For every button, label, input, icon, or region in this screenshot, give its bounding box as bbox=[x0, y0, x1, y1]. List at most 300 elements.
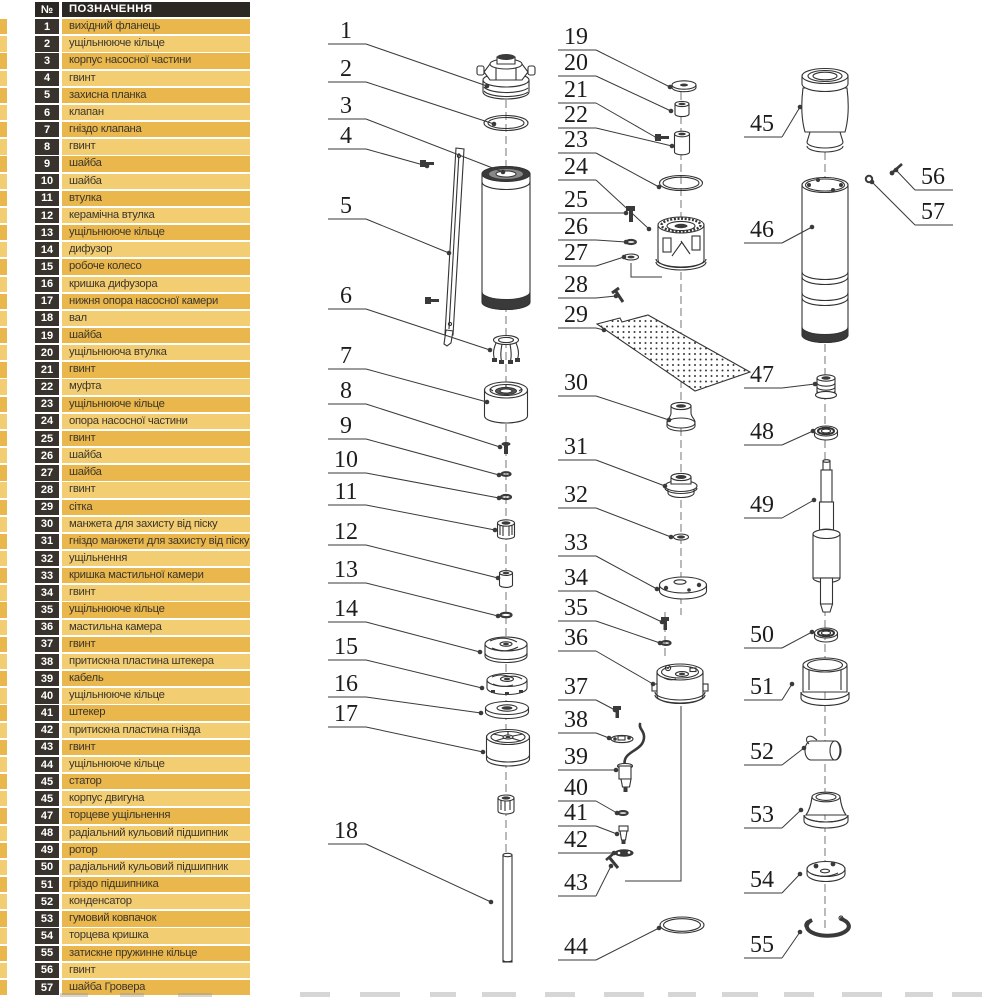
row-label: притискна пластина штекера bbox=[62, 654, 250, 669]
row-number: 42 bbox=[35, 723, 59, 738]
callout-leader-line bbox=[596, 257, 624, 266]
col-number-header: № bbox=[35, 2, 59, 17]
callout-endpoint-dot bbox=[813, 382, 818, 387]
row-number: 40 bbox=[35, 688, 59, 703]
row-number: 47 bbox=[35, 808, 59, 823]
part-1-outlet-flange bbox=[477, 54, 535, 99]
row-number: 56 bbox=[35, 963, 59, 978]
row-label: гумовий ковпачок bbox=[62, 911, 250, 926]
row-label: муфта bbox=[62, 379, 250, 394]
callout-leader-line bbox=[596, 621, 660, 643]
row-number: 31 bbox=[35, 534, 59, 549]
row-number: 17 bbox=[35, 294, 59, 309]
callout-endpoint-dot bbox=[798, 930, 803, 935]
callout-leader-line bbox=[596, 700, 615, 710]
row-label: кришка мастильної камери bbox=[62, 568, 250, 583]
callout-endpoint-dot bbox=[658, 641, 663, 646]
callout-number-8: 8 bbox=[340, 378, 352, 404]
callout-number-29: 29 bbox=[564, 302, 588, 328]
callout-number-3: 3 bbox=[340, 93, 352, 119]
row-number: 55 bbox=[35, 946, 59, 961]
row-label: вал bbox=[62, 311, 250, 326]
callout-endpoint-dot bbox=[614, 768, 619, 773]
callout-leader-line bbox=[366, 119, 503, 172]
callout-leader-line bbox=[782, 874, 800, 893]
callout-endpoint-dot bbox=[481, 750, 486, 755]
row-number: 16 bbox=[35, 277, 59, 292]
row-number: 50 bbox=[35, 860, 59, 875]
part-14-diffuser bbox=[485, 637, 527, 663]
row-number: 24 bbox=[35, 414, 59, 429]
callout-endpoint-dot bbox=[485, 400, 490, 405]
callout-number-40: 40 bbox=[564, 775, 588, 801]
row-label: ущільнення bbox=[62, 551, 250, 566]
callout-number-38: 38 bbox=[564, 707, 588, 733]
callout-number-31: 31 bbox=[564, 434, 588, 460]
part-8-screw bbox=[502, 442, 511, 454]
callout-leader-line bbox=[366, 44, 487, 86]
callout-endpoint-dot bbox=[790, 682, 795, 687]
part-53-rubber-cap bbox=[804, 792, 848, 828]
callout-number-16: 16 bbox=[334, 671, 358, 697]
row-label: ущільнююче кільце bbox=[62, 602, 250, 617]
row-number: 35 bbox=[35, 602, 59, 617]
row-label: гвинт bbox=[62, 362, 250, 377]
callout-leader-line bbox=[782, 500, 814, 518]
row-number: 12 bbox=[35, 208, 59, 223]
row-label: гвинт bbox=[62, 482, 250, 497]
callout-endpoint-dot bbox=[489, 900, 494, 905]
row-label: гніздо манжети для захисту від піску bbox=[62, 534, 250, 549]
row-number: 29 bbox=[35, 500, 59, 515]
row-number: 18 bbox=[35, 311, 59, 326]
callout-number-6: 6 bbox=[340, 283, 352, 309]
row-label: гвинт bbox=[62, 71, 250, 86]
callout-number-25: 25 bbox=[564, 187, 588, 213]
row-number: 3 bbox=[35, 53, 59, 68]
callout-leader-line bbox=[782, 107, 800, 137]
callout-endpoint-dot bbox=[798, 105, 803, 110]
part-13-o-ring bbox=[501, 613, 512, 617]
part-31-sand-guard-seat bbox=[665, 473, 697, 497]
callout-endpoint-dot bbox=[497, 473, 502, 478]
callout-leader-line bbox=[366, 727, 483, 752]
callout-number-51: 51 bbox=[750, 674, 774, 700]
part-48-ball-bearing bbox=[815, 426, 838, 440]
callout-number-27: 27 bbox=[564, 240, 588, 266]
callout-leader-line bbox=[782, 684, 792, 700]
row-label: конденсатор bbox=[62, 894, 250, 909]
callout-number-2: 2 bbox=[340, 56, 352, 82]
part-29-strainer-mesh bbox=[597, 315, 750, 391]
row-number: 45 bbox=[35, 774, 59, 789]
row-number: 48 bbox=[35, 826, 59, 841]
callout-number-50: 50 bbox=[750, 622, 774, 648]
callout-endpoint-dot bbox=[607, 736, 612, 741]
cropped-bottom-edge bbox=[60, 992, 982, 997]
callout-endpoint-dot bbox=[798, 872, 803, 877]
part-11-bushing bbox=[498, 520, 515, 539]
callout-number-7: 7 bbox=[340, 343, 352, 369]
part-36-oil-chamber bbox=[625, 664, 708, 881]
callout-leader-line bbox=[782, 748, 804, 765]
callout-number-44: 44 bbox=[564, 934, 588, 960]
row-number: 34 bbox=[35, 585, 59, 600]
callout-endpoint-dot bbox=[615, 811, 620, 816]
callout-leader-line bbox=[366, 660, 482, 688]
row-number: 51 bbox=[35, 877, 59, 892]
callout-layer bbox=[328, 18, 953, 960]
row-label: гвинт bbox=[62, 585, 250, 600]
row-number: 5 bbox=[35, 88, 59, 103]
row-label: гвинт bbox=[62, 637, 250, 652]
row-label: нижня опора насосної камери bbox=[62, 294, 250, 309]
callout-leader-line bbox=[596, 591, 662, 622]
part-15-impeller bbox=[487, 674, 527, 696]
callout-leader-line bbox=[596, 153, 659, 187]
part-40-o-ring bbox=[618, 811, 627, 815]
callout-leader-line bbox=[366, 439, 499, 475]
callout-number-4: 4 bbox=[340, 123, 352, 149]
callout-leader-line bbox=[366, 82, 494, 124]
callout-number-22: 22 bbox=[564, 102, 588, 128]
callout-endpoint-dot bbox=[669, 535, 674, 540]
row-label: штекер bbox=[62, 705, 250, 720]
callout-leader-line bbox=[366, 545, 498, 578]
callout-endpoint-dot bbox=[479, 711, 484, 716]
callout-leader-line bbox=[366, 697, 481, 713]
row-label: манжета для захисту від піску bbox=[62, 517, 250, 532]
callout-leader-line bbox=[782, 384, 815, 388]
row-number: 45 bbox=[35, 791, 59, 806]
row-label: вихідний фланець bbox=[62, 19, 250, 34]
callout-endpoint-dot bbox=[663, 484, 668, 489]
row-number: 37 bbox=[35, 637, 59, 652]
callout-leader-line bbox=[596, 460, 665, 486]
row-label: керамічна втулка bbox=[62, 208, 250, 223]
row-number: 15 bbox=[35, 259, 59, 274]
part-45-stator bbox=[802, 69, 849, 153]
callout-endpoint-dot bbox=[492, 122, 497, 127]
callout-number-18: 18 bbox=[334, 818, 358, 844]
row-label: шайба bbox=[62, 156, 250, 171]
callout-leader-line bbox=[782, 431, 813, 445]
callout-leader-line bbox=[596, 76, 671, 111]
part-49-rotor bbox=[813, 460, 840, 612]
callout-number-13: 13 bbox=[334, 557, 358, 583]
callout-endpoint-dot bbox=[614, 294, 619, 299]
row-label: корпус насосної частини bbox=[62, 53, 250, 68]
callout-number-43: 43 bbox=[564, 870, 588, 896]
callout-leader-line bbox=[366, 505, 495, 530]
row-number: 53 bbox=[35, 911, 59, 926]
row-label: торцева кришка bbox=[62, 928, 250, 943]
callout-endpoint-dot bbox=[894, 168, 899, 173]
part-19-washer bbox=[672, 81, 696, 92]
row-number: 27 bbox=[35, 465, 59, 480]
part-27-washer bbox=[624, 254, 663, 277]
row-label: притискна пластина гнізда bbox=[62, 723, 250, 738]
callout-endpoint-dot bbox=[655, 136, 660, 141]
row-label: шайба bbox=[62, 174, 250, 189]
part-20-seal-bushing bbox=[675, 101, 689, 116]
row-label: ущільнююче кільце bbox=[62, 36, 250, 51]
row-number: 4 bbox=[35, 71, 59, 86]
row-number: 8 bbox=[35, 139, 59, 154]
callout-endpoint-dot bbox=[667, 418, 672, 423]
row-number: 2 bbox=[35, 36, 59, 51]
part-47-mechanical-seal bbox=[816, 375, 837, 399]
callout-leader-line bbox=[366, 309, 490, 350]
callout-number-26: 26 bbox=[564, 214, 588, 240]
callout-number-37: 37 bbox=[564, 674, 588, 700]
part-3-pump-body bbox=[482, 167, 530, 310]
callout-number-57: 57 bbox=[921, 199, 945, 225]
part-30-sand-guard-sleeve bbox=[667, 402, 695, 431]
row-label: торцеве ущільнення bbox=[62, 808, 250, 823]
callout-number-49: 49 bbox=[750, 492, 774, 518]
part-46-motor-body bbox=[802, 178, 848, 343]
callout-endpoint-dot bbox=[615, 832, 620, 837]
part-42-socket-plate bbox=[615, 850, 633, 856]
row-label: гніздо клапана bbox=[62, 122, 250, 137]
row-number: 6 bbox=[35, 105, 59, 120]
callout-number-54: 54 bbox=[750, 867, 774, 893]
callout-number-32: 32 bbox=[564, 482, 588, 508]
row-number: 52 bbox=[35, 894, 59, 909]
callout-number-19: 19 bbox=[564, 24, 588, 50]
row-number: 54 bbox=[35, 928, 59, 943]
row-number: 32 bbox=[35, 551, 59, 566]
callout-endpoint-dot bbox=[660, 620, 665, 625]
callout-number-23: 23 bbox=[564, 127, 588, 153]
row-label: ущільнююче кільце bbox=[62, 757, 250, 772]
callout-endpoint-dot bbox=[669, 109, 674, 114]
part-44-o-ring bbox=[660, 917, 704, 933]
row-label: ущільнююча втулка bbox=[62, 345, 250, 360]
row-number: 19 bbox=[35, 328, 59, 343]
callout-leader-line bbox=[596, 651, 653, 684]
callout-endpoint-dot bbox=[651, 682, 656, 687]
callout-endpoint-dot bbox=[613, 708, 618, 713]
row-label: кришка дифузора bbox=[62, 277, 250, 292]
callout-leader-line bbox=[596, 103, 657, 138]
callout-number-45: 45 bbox=[750, 111, 774, 137]
row-label: радіальний кульовий підшипник bbox=[62, 860, 250, 875]
callout-number-55: 55 bbox=[750, 932, 774, 958]
part-12-ceramic-bushing bbox=[500, 571, 513, 588]
callout-number-11: 11 bbox=[334, 479, 358, 505]
callout-endpoint-dot bbox=[501, 170, 506, 175]
callout-endpoint-dot bbox=[657, 185, 662, 190]
row-label: радіальний кульовий підшипник bbox=[62, 826, 250, 841]
part-39-cable bbox=[618, 724, 645, 792]
row-label: кабель bbox=[62, 671, 250, 686]
part-33-oil-chamber-cover bbox=[660, 577, 707, 599]
part-16-diffuser-cover bbox=[486, 702, 529, 719]
callout-leader-line bbox=[366, 149, 427, 166]
callout-leader-line bbox=[596, 801, 617, 813]
part-22-coupling bbox=[675, 131, 690, 155]
callout-endpoint-dot bbox=[668, 85, 673, 90]
callout-leader-line bbox=[366, 583, 498, 616]
row-number: 43 bbox=[35, 740, 59, 755]
callout-leader-line bbox=[366, 844, 491, 902]
callout-leader-line bbox=[366, 369, 487, 402]
part-35-o-ring bbox=[662, 641, 671, 645]
row-number: 30 bbox=[35, 517, 59, 532]
callout-leader-line bbox=[596, 556, 657, 589]
part-17-lower-support bbox=[487, 730, 530, 767]
callout-number-10: 10 bbox=[334, 447, 358, 473]
callout-leader-line bbox=[596, 396, 669, 420]
callout-endpoint-dot bbox=[655, 587, 660, 592]
callout-leader-line bbox=[596, 928, 659, 960]
callout-leader-line bbox=[872, 182, 915, 225]
callout-endpoint-dot bbox=[425, 164, 430, 169]
row-label: захисна планка bbox=[62, 88, 250, 103]
row-label: шайба bbox=[62, 448, 250, 463]
row-label: шайба bbox=[62, 328, 250, 343]
callout-leader-line bbox=[782, 932, 800, 958]
row-label: ротор bbox=[62, 843, 250, 858]
callout-leader-line bbox=[596, 508, 671, 537]
callout-number-14: 14 bbox=[334, 596, 358, 622]
row-number: 26 bbox=[35, 448, 59, 463]
callout-endpoint-dot bbox=[622, 255, 627, 260]
callout-leader-line bbox=[366, 622, 480, 652]
callout-number-52: 52 bbox=[750, 739, 774, 765]
row-number: 14 bbox=[35, 242, 59, 257]
callout-leader-line bbox=[596, 866, 611, 896]
row-label: гвинт bbox=[62, 963, 250, 978]
callout-endpoint-dot bbox=[498, 445, 503, 450]
row-label: ущільнююче кільце bbox=[62, 397, 250, 412]
part-5-guard-plate bbox=[425, 148, 464, 346]
row-label: сітка bbox=[62, 500, 250, 515]
callout-endpoint-dot bbox=[609, 864, 614, 869]
part-54-end-cover bbox=[807, 862, 845, 882]
callout-number-34: 34 bbox=[564, 565, 588, 591]
row-label: гвинт bbox=[62, 740, 250, 755]
row-number: 41 bbox=[35, 705, 59, 720]
callout-number-47: 47 bbox=[750, 362, 774, 388]
callout-number-28: 28 bbox=[564, 272, 588, 298]
row-label: опора насосної частини bbox=[62, 414, 250, 429]
row-label: статор bbox=[62, 774, 250, 789]
row-label: корпус двигуна bbox=[62, 791, 250, 806]
callout-leader-line bbox=[366, 473, 499, 498]
callout-number-21: 21 bbox=[564, 77, 588, 103]
callout-endpoint-dot bbox=[497, 496, 502, 501]
callout-leader-line bbox=[596, 180, 649, 229]
row-number: 22 bbox=[35, 379, 59, 394]
callout-endpoint-dot bbox=[496, 614, 501, 619]
row-label: шайба bbox=[62, 465, 250, 480]
row-number: 36 bbox=[35, 620, 59, 635]
callout-number-36: 36 bbox=[564, 625, 588, 651]
row-number: 28 bbox=[35, 482, 59, 497]
row-label: шайба Гровера bbox=[62, 980, 250, 995]
callout-number-53: 53 bbox=[750, 802, 774, 828]
row-number: 49 bbox=[35, 843, 59, 858]
callout-endpoint-dot bbox=[496, 576, 501, 581]
part-lower-bushing bbox=[498, 795, 514, 814]
callout-number-33: 33 bbox=[564, 530, 588, 556]
callout-endpoint-dot bbox=[447, 251, 452, 256]
callout-endpoint-dot bbox=[802, 746, 807, 751]
callout-endpoint-dot bbox=[647, 227, 652, 232]
callout-number-20: 20 bbox=[564, 50, 588, 76]
row-number: 33 bbox=[35, 568, 59, 583]
row-label: гвинт bbox=[62, 431, 250, 446]
row-label: ущільнююче кільце bbox=[62, 688, 250, 703]
callout-leader-line bbox=[366, 219, 449, 253]
callout-leader-line bbox=[596, 826, 617, 834]
callout-number-30: 30 bbox=[564, 370, 588, 396]
callout-leader-line bbox=[596, 240, 626, 242]
callout-number-42: 42 bbox=[564, 827, 588, 853]
callout-number-46: 46 bbox=[750, 217, 774, 243]
callout-number-39: 39 bbox=[564, 744, 588, 770]
callout-number-1: 1 bbox=[340, 18, 352, 44]
callout-number-12: 12 bbox=[334, 519, 358, 545]
row-number: 39 bbox=[35, 671, 59, 686]
part-32-seal bbox=[674, 534, 689, 540]
row-number: 13 bbox=[35, 225, 59, 240]
callout-endpoint-dot bbox=[602, 328, 607, 333]
callout-leader-line bbox=[896, 170, 915, 190]
part-7-valve-seat bbox=[485, 382, 528, 423]
callout-endpoint-dot bbox=[810, 630, 815, 635]
part-24-pump-support bbox=[656, 217, 706, 270]
callout-endpoint-dot bbox=[485, 84, 490, 89]
callout-number-15: 15 bbox=[334, 634, 358, 660]
callout-endpoint-dot bbox=[488, 348, 493, 353]
callout-endpoint-dot bbox=[811, 429, 816, 434]
callout-leader-line bbox=[782, 632, 812, 648]
row-label: втулка bbox=[62, 191, 250, 206]
row-number: 57 bbox=[35, 980, 59, 995]
row-label: робоче колесо bbox=[62, 259, 250, 274]
row-number: 20 bbox=[35, 345, 59, 360]
row-number: 23 bbox=[35, 397, 59, 412]
row-label: дифузор bbox=[62, 242, 250, 257]
row-label: мастильна камера bbox=[62, 620, 250, 635]
callout-number-9: 9 bbox=[340, 413, 352, 439]
part-52-capacitor bbox=[805, 736, 841, 760]
callout-endpoint-dot bbox=[670, 144, 675, 149]
part-41-plug bbox=[619, 826, 628, 844]
callout-number-41: 41 bbox=[564, 800, 588, 826]
row-number: 25 bbox=[35, 431, 59, 446]
callout-endpoint-dot bbox=[480, 686, 485, 691]
callout-leader-line bbox=[596, 296, 616, 298]
callout-number-24: 24 bbox=[564, 154, 588, 180]
callout-number-48: 48 bbox=[750, 419, 774, 445]
callout-endpoint-dot bbox=[624, 240, 629, 245]
row-label: клапан bbox=[62, 105, 250, 120]
part-55-retaining-ring bbox=[805, 916, 848, 936]
callout-endpoint-dot bbox=[657, 926, 662, 931]
part-50-ball-bearing bbox=[815, 628, 838, 642]
col-designation-header: ПОЗНАЧЕННЯ bbox=[62, 2, 250, 17]
row-number: 11 bbox=[35, 191, 59, 206]
callout-leader-line bbox=[782, 810, 801, 828]
callout-endpoint-dot bbox=[478, 650, 483, 655]
callout-endpoint-dot bbox=[812, 498, 817, 503]
row-number: 21 bbox=[35, 362, 59, 377]
